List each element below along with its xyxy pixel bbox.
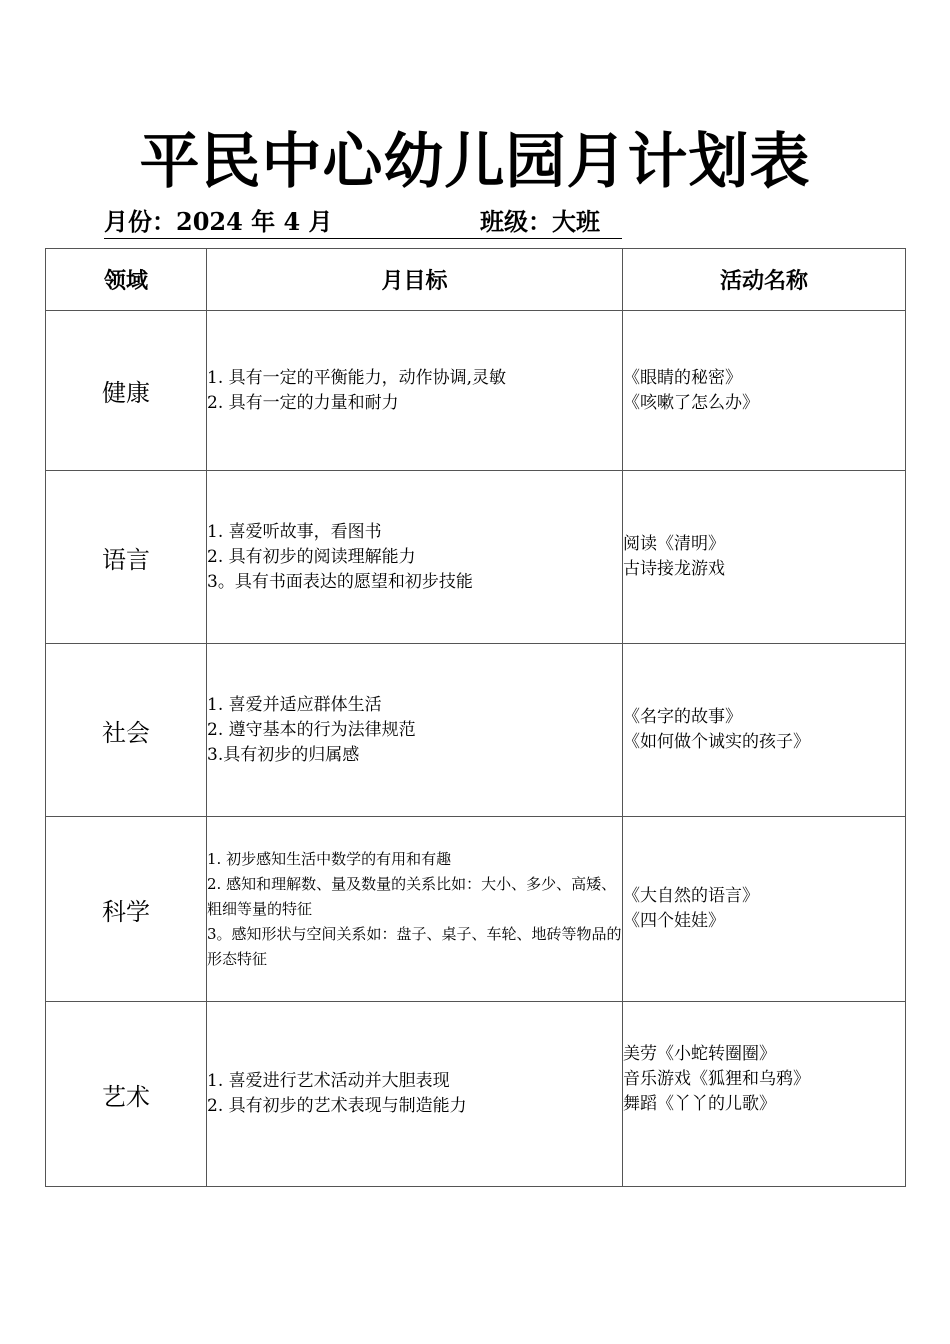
goal-item: 1. 喜爱并适应群体生活 xyxy=(207,694,382,715)
goals-cell xyxy=(207,644,623,817)
activity-item: 《如何做个诚实的孩子》 xyxy=(623,732,810,752)
activity-item: 舞蹈《丫丫的儿歌》 xyxy=(623,1094,776,1114)
goal-item: 2. 具有一定的力量和耐力 xyxy=(207,392,399,413)
header-activities: 活动名称 xyxy=(623,249,906,311)
table-row xyxy=(46,644,906,817)
header-domain: 领域 xyxy=(46,249,207,311)
goals-cell xyxy=(207,471,623,644)
goal-item: 2. 感知和理解数、量及数量的关系比如：大小、多少、高矮、粗细等量的特征 xyxy=(207,874,617,918)
activities-cell xyxy=(623,311,906,471)
table-row xyxy=(46,471,906,644)
table-header-row xyxy=(46,249,906,311)
domain-cell: 语言 xyxy=(46,471,207,644)
activity-item: 《大自然的语言》 xyxy=(623,886,759,906)
domain-cell: 科学 xyxy=(46,817,207,1002)
activity-item: 《咳嗽了怎么办》 xyxy=(623,392,759,413)
domain-cell: 艺术 xyxy=(46,1002,207,1187)
activity-item: 《名字的故事》 xyxy=(623,707,742,727)
activity-item: 古诗接龙游戏 xyxy=(623,559,725,579)
domain-cell: 社会 xyxy=(46,644,207,817)
goals-cell xyxy=(207,311,623,471)
goal-item: 2. 具有初步的阅读理解能力 xyxy=(207,546,416,567)
table-row xyxy=(46,311,906,471)
page-title: 平民中心幼儿园月计划表 xyxy=(139,127,811,197)
goals-cell xyxy=(207,1002,623,1187)
goal-item: 2. 具有初步的艺术表现与制造能力 xyxy=(207,1096,467,1116)
activity-item: 《四个娃娃》 xyxy=(623,911,725,931)
header-goals: 月目标 xyxy=(207,249,623,311)
goal-item: 1. 初步感知生活中数学的有用和有趣 xyxy=(207,849,452,868)
plan-meta-line xyxy=(104,206,622,239)
monthly-plan-table xyxy=(45,248,906,1187)
goals-cell xyxy=(207,817,623,1002)
activity-item: 音乐游戏《狐狸和乌鸦》 xyxy=(623,1069,810,1089)
goal-item: 3.具有初步的归属感 xyxy=(207,744,360,765)
month-label: 月份：2024 年 4 月 xyxy=(104,207,333,236)
activity-item: 《眼睛的秘密》 xyxy=(623,367,742,388)
goal-item: 3。感知形状与空间关系如：盘子、桌子、车轮、地砖等物品的形态特征 xyxy=(207,924,622,968)
class-label: 班级：大班 xyxy=(480,207,600,236)
goal-item: 1. 喜爱进行艺术活动并大胆表现 xyxy=(207,1071,450,1091)
goal-item: 1. 具有一定的平衡能力，动作协调,灵敏 xyxy=(207,367,507,388)
goal-item: 1. 喜爱听故事，看图书 xyxy=(207,521,382,542)
activity-item: 美劳《小蛇转圈圈》 xyxy=(623,1044,776,1064)
table-row xyxy=(46,817,906,1002)
table-row xyxy=(46,1002,906,1187)
activities-cell xyxy=(623,471,906,644)
activities-cell xyxy=(623,644,906,817)
activity-item: 阅读《清明》 xyxy=(623,534,725,554)
domain-cell: 健康 xyxy=(46,311,207,471)
activities-cell xyxy=(623,1002,906,1187)
goal-item: 2. 遵守基本的行为法律规范 xyxy=(207,719,416,740)
goal-item: 3。具有书面表达的愿望和初步技能 xyxy=(207,571,473,592)
activities-cell xyxy=(623,817,906,1002)
